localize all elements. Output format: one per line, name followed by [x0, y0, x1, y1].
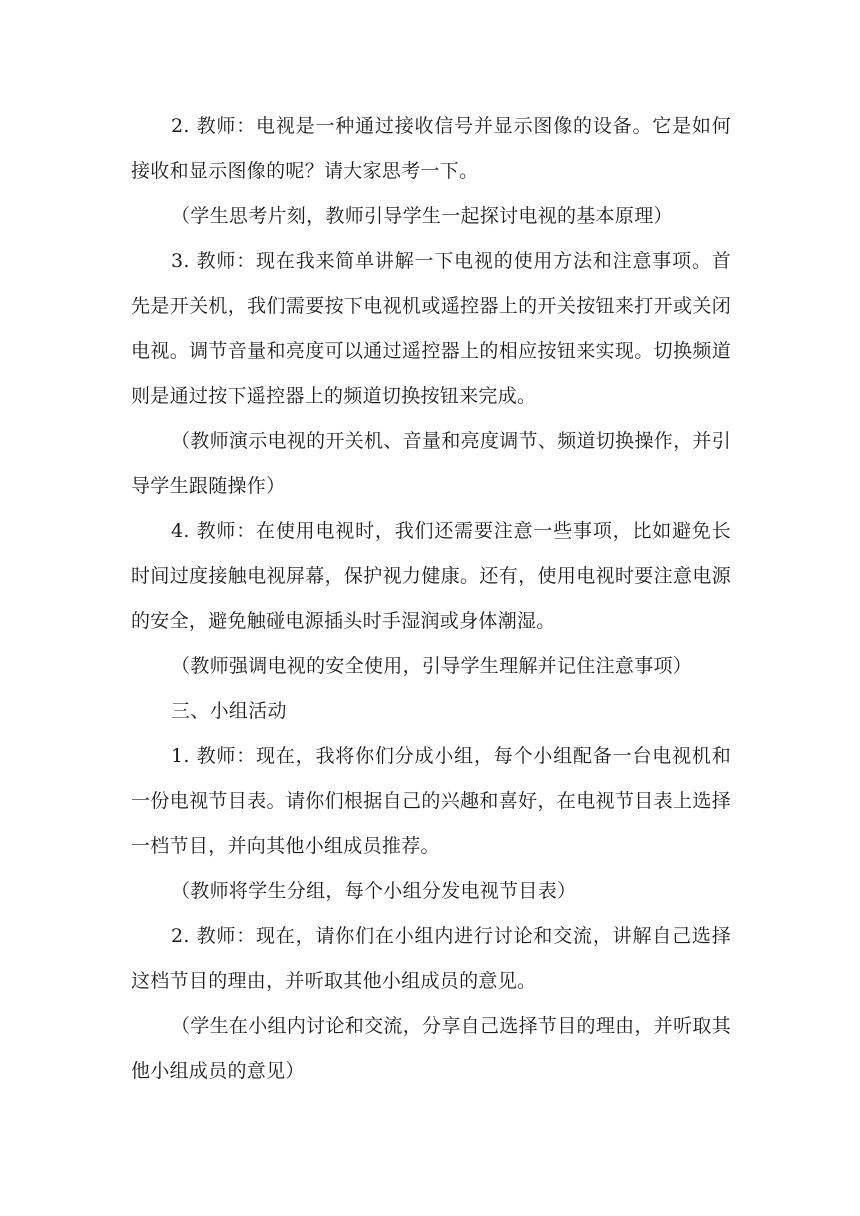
- paragraph-teacher-demo: （教师演示电视的开关机、音量和亮度调节、频道切换操作，并引导学生跟随操作）: [131, 430, 731, 497]
- paragraph-group-2-discuss: 2. 教师：现在，请你们在小组内进行讨论和交流，讲解自己选择这档节目的理由，并听取其他小组成员的意见。: [131, 925, 731, 992]
- paragraph-teacher-2-tv-signal: 2. 教师：电视是一种通过接收信号并显示图像的设备。它是如何接收和显示图像的呢？请大家思考一下。: [131, 115, 731, 182]
- paragraph-group-1-assign: 1. 教师：现在，我将你们分成小组，每个小组配备一台电视机和一份电视节目表。请你们根据自己的兴趣和喜好，在电视节目表上选择一档节目，并向其他小组成员推荐。: [131, 745, 731, 857]
- paragraph-safety-emphasis: （教师强调电视的安全使用，引导学生理解并记住注意事项）: [171, 655, 693, 677]
- paragraph-student-discuss: （学生在小组内讨论和交流，分享自己选择节目的理由，并听取其他小组成员的意见）: [131, 1015, 731, 1082]
- paragraph-teacher-4-safety: 4. 教师：在使用电视时，我们还需要注意一些事项，比如避免长时间过度接触电视屏幕，保护视力健康。还有，使用电视时要注意电源的安全，避免触碰电源插头时手湿润或身体潮湿。: [131, 520, 731, 632]
- paragraph-student-think: （学生思考片刻，教师引导学生一起探讨电视的基本原理）: [171, 205, 673, 227]
- document-body: [131, 104, 731, 1094]
- section-heading-group-activity: 三、小组活动: [171, 700, 287, 722]
- paragraph-group-distribute: （教师将学生分组，每个小组分发电视节目表）: [171, 880, 577, 902]
- paragraph-teacher-3-usage: 3. 教师：现在我来简单讲解一下电视的使用方法和注意事项。首先是开关机，我们需要按下电视机或遥控器上的开关按钮来打开或关闭电视。调节音量和亮度可以通过遥控器上的相应按钮来实现。切换频道则是通过按下遥控器上的频道切换按钮来完成。: [131, 250, 731, 407]
